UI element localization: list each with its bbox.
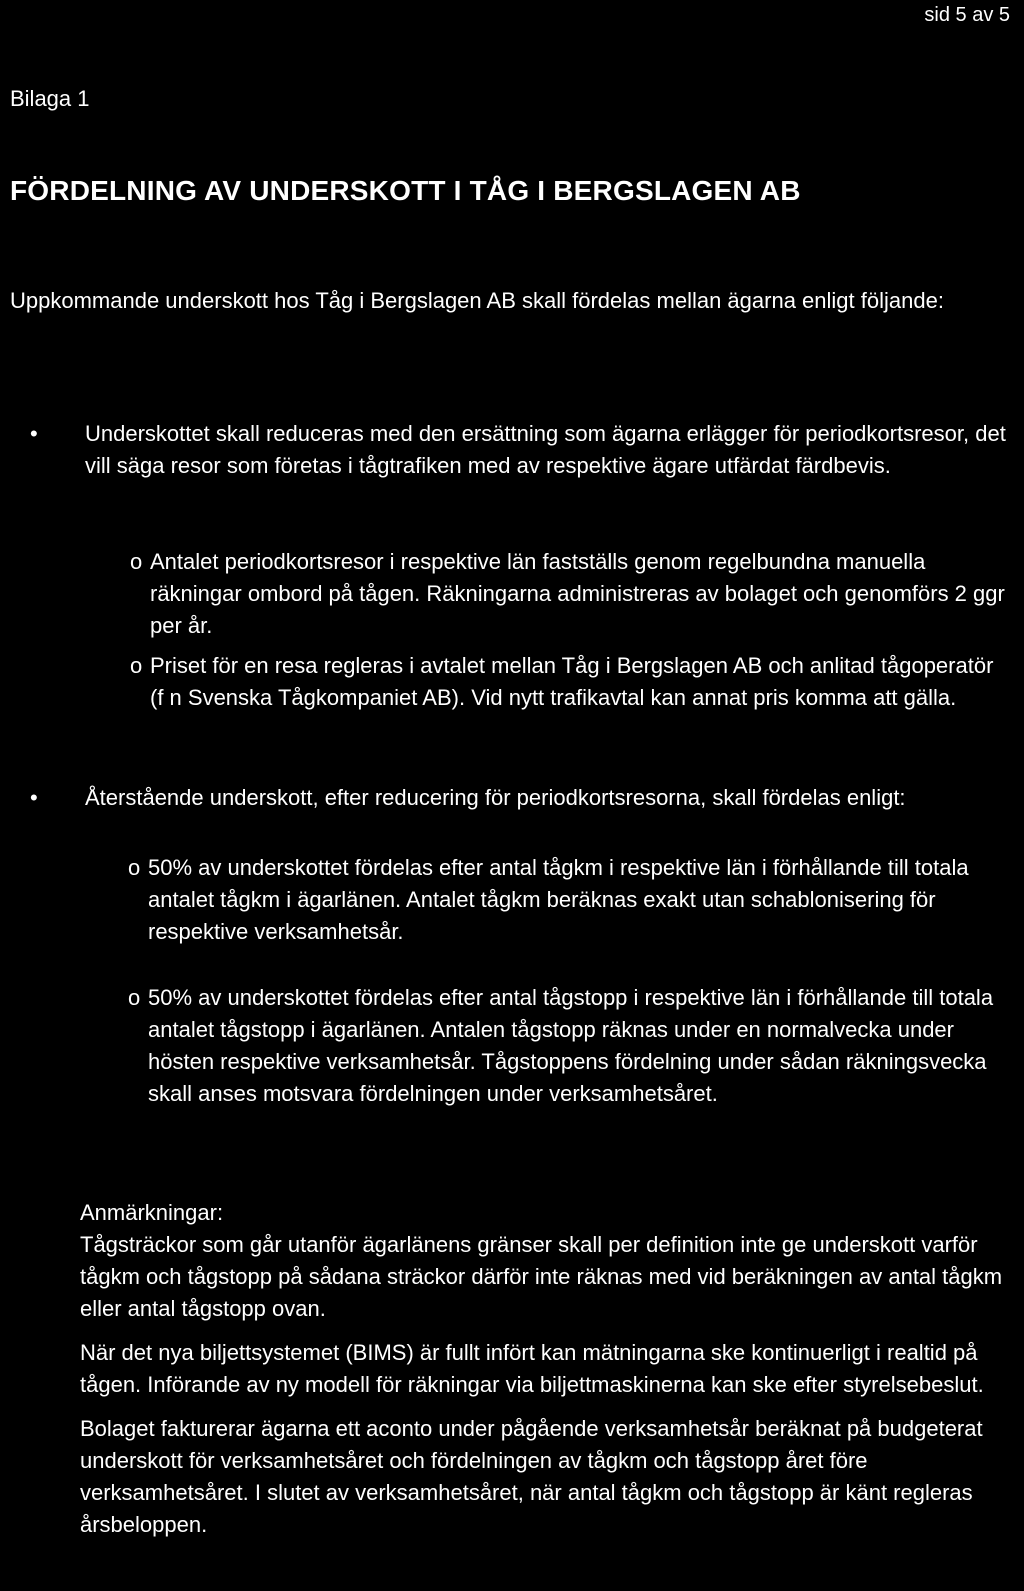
note-paragraph: Bolaget fakturerar ägarna ett aconto under pågående verksamhetsår beräknat på budgeterat underskott för verksamhetsåret och fördelningen av tågkm och tågstopp året före verksamhetsåret. I slutet av verksamhetsåret, när antal tågkm och tågstopp är känt regleras årsbeloppen.	[80, 1416, 983, 1537]
sub-list-item	[130, 546, 1010, 642]
appendix-label: Bilaga 1	[10, 86, 90, 111]
circle-bullet-icon: o	[128, 855, 141, 880]
document-title: FÖRDELNING AV UNDERSKOTT I TÅG I BERGSLAGEN AB	[10, 175, 801, 206]
bullet-dot-icon: •	[30, 785, 38, 810]
sub-item-text: Antalet periodkortsresor i respektive län fastställs genom regelbundna manuella räkningar ombord på tågen. Räkningarna administreras av bolaget och genomförs 2 ggr per år.	[150, 549, 1005, 638]
note-paragraph: Tågsträckor som går utanför ägarlänens gränser skall per definition inte ge underskott varför tågkm och tågstopp på sådana sträckor därför inte räknas med vid beräkningen av antal tågkm eller antal tågstopp ovan.	[80, 1232, 1003, 1321]
bullet-item	[30, 418, 1010, 482]
sub-list-item	[128, 982, 1008, 1110]
bullet-item	[30, 782, 1010, 814]
intro-paragraph: Uppkommande underskott hos Tåg i Bergslagen AB skall fördelas mellan ägarna enligt följande:	[10, 288, 944, 313]
bullet-text: Underskottet skall reduceras med den ersättning som ägarna erlägger för periodkortsresor, det vill säga resor som företas i tågtrafiken med av respektive ägare utfärdat färdbevis.	[85, 421, 1006, 478]
circle-bullet-icon: o	[128, 985, 141, 1010]
sub-list-item	[128, 852, 1024, 948]
sub-item-text: 50% av underskottet fördelas efter antal tågstopp i respektive län i förhållande till totala antalet tågstopp i ägarlänen. Antalen tågstopp räknas under en normalvecka under hösten respektive verksamhetsår. Tågstoppens fördelning under sådan räkningsvecka skall anses motsvara fördelningen under verksamhetsåret.	[148, 985, 994, 1106]
page-number: sid 5 av 5	[924, 4, 1010, 26]
notes-section	[80, 1197, 1020, 1553]
bullet-dot-icon: •	[30, 421, 38, 446]
circle-bullet-icon: o	[130, 653, 143, 678]
circle-bullet-icon: o	[130, 549, 143, 574]
sub-list-item	[130, 650, 1010, 714]
sub-item-text: 50% av underskottet fördelas efter antal tågkm i respektive län i förhållande till totala antalet tågkm i ägarlänen. Antalet tågkm beräknas exakt utan schablonisering för respektive verksamhetsår.	[148, 855, 969, 944]
note-paragraph: När det nya biljettsystemet (BIMS) är fullt infört kan mätningarna ske kontinuerligt i realtid på tågen. Införande av ny modell för räkningar via biljettmaskinerna kan ske efter styrelsebeslut.	[80, 1340, 984, 1397]
notes-heading: Anmärkningar:	[80, 1200, 224, 1225]
sub-item-text: Priset för en resa regleras i avtalet mellan Tåg i Bergslagen AB och anlitad tågoperatör (f n Svenska Tågkompaniet AB). Vid nytt trafikavtal kan annat pris komma att gälla.	[150, 653, 994, 710]
bullet-text: Återstående underskott, efter reducering för periodkortsresorna, skall fördelas enligt:	[85, 785, 906, 810]
